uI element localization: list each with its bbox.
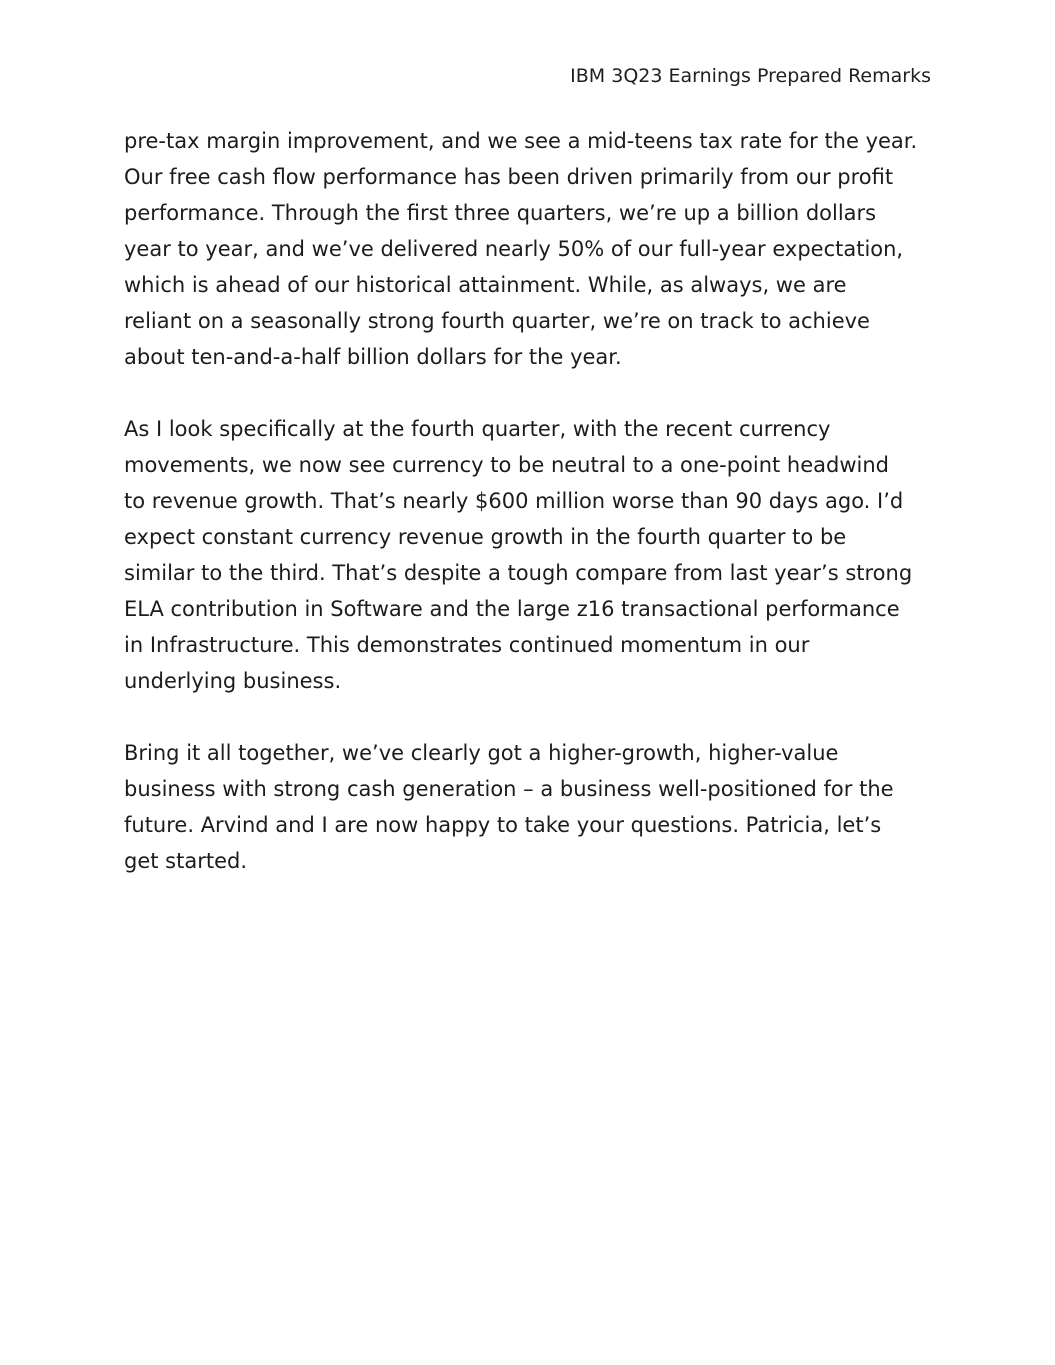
- text-line: movements, we now see currency to be neutral to a one-point headwind: [124, 453, 890, 477]
- text-line: performance. Through the first three quarters, we’re up a billion dollars: [124, 201, 877, 225]
- text-line: about ten-and-a-half billion dollars for the year.: [124, 345, 622, 369]
- text-line: As I look specifically at the fourth quarter, with the recent currency: [124, 417, 831, 441]
- text-line: pre-tax margin improvement, and we see a mid-teens tax rate for the year.: [124, 129, 918, 153]
- paragraph-margin-and-cash-flow: [124, 123, 934, 375]
- text-line: Our free cash flow performance has been driven primarily from our profit: [124, 165, 894, 189]
- text-line: similar to the third. That’s despite a tough compare from last year’s strong: [124, 561, 913, 585]
- body-text: [124, 123, 934, 915]
- running-header: IBM 3Q23 Earnings Prepared Remarks: [570, 65, 931, 87]
- paragraph-fourth-quarter-outlook: [124, 411, 934, 699]
- paragraph-closing-remarks: [124, 735, 934, 879]
- text-line: which is ahead of our historical attainment. While, as always, we are: [124, 273, 847, 297]
- text-line: Bring it all together, we’ve clearly got a higher-growth, higher-value: [124, 741, 839, 765]
- text-line: year to year, and we’ve delivered nearly 50% of our full-year expectation,: [124, 237, 904, 261]
- text-line: to revenue growth. That’s nearly $600 million worse than 90 days ago. I’d: [124, 489, 904, 513]
- text-line: future. Arvind and I are now happy to take your questions. Patricia, let’s: [124, 813, 882, 837]
- text-line: reliant on a seasonally strong fourth quarter, we’re on track to achieve: [124, 309, 870, 333]
- text-line: business with strong cash generation – a business well-positioned for the: [124, 777, 894, 801]
- text-line: get started.: [124, 849, 247, 873]
- text-line: in Infrastructure. This demonstrates continued momentum in our: [124, 633, 810, 657]
- text-line: expect constant currency revenue growth in the fourth quarter to be: [124, 525, 847, 549]
- text-line: underlying business.: [124, 669, 342, 693]
- text-line: ELA contribution in Software and the large z16 transactional performance: [124, 597, 900, 621]
